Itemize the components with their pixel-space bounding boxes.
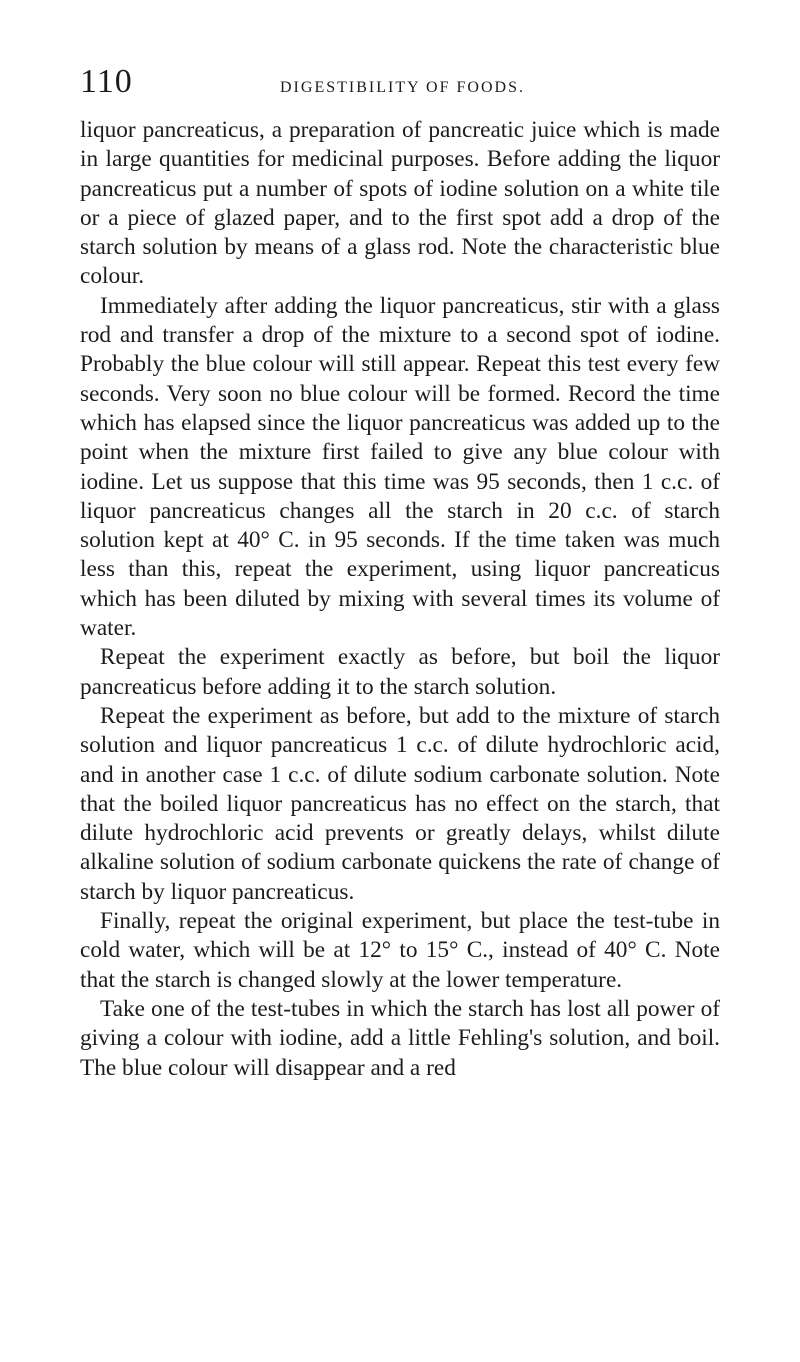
paragraph: Finally, repeat the original experiment, but place the test-tube in cold water, which will be at 12° to 15° C., instead of 40° C. Note that the starch is changed slowly at the lower temperature. [80, 908, 720, 993]
paragraph-continued: liquor pancreaticus, a preparation of pancreatic juice which is made in large quantities for medicinal purposes. Before adding the liquor pancreaticus put a number of spots of iodine solution on a white tile or a piece of glazed paper, and to the first spot add a drop of the starch solution by means of a glass rod. Note the characteristic blue colour. [80, 117, 720, 290]
page-header [80, 62, 720, 108]
book-page [80, 62, 720, 1083]
paragraph: Repeat the experiment as before, but add to the mixture of starch solution and liquor pancreaticus 1 c.c. of dilute hydrochloric acid, and in another case 1 c.c. of dilute sodium carbonate solution. Note that the boiled liquor pancreaticus has no effect on the starch, that dilute hydrochloric acid prevents or greatly delays, whilst dilute alkaline solution of sodium carbonate quickens the rate of change of starch by liquor pancreaticus. [80, 702, 720, 905]
running-head: DIGESTIBILITY OF FOODS. [280, 79, 525, 96]
paragraph: Take one of the test-tubes in which the starch has lost all power of giving a colour with iodine, add a little Fehling's solution, and boil. The blue colour will disappear and a red [80, 995, 720, 1081]
paragraph: Immediately after adding the liquor pancreaticus, stir with a glass rod and transfer a drop of the mixture to a second spot of iodine. Probably the blue colour will still appear. Repeat this test every few seconds. Very soon no blue colour will be formed. Record the time which has elapsed since the liquor pancreaticus was added up to the point when the mixture first failed to give any blue colour with iodine. Let us suppose that this time was 95 seconds, then 1 c.c. of liquor pancreaticus changes all the starch in 20 c.c. of starch solution kept at 40° C. in 95 seconds. If the time taken was much less than this, repeat the experiment, using liquor pancreaticus which has been diluted by mixing with several times its volume of water. [80, 292, 720, 642]
body-text [80, 116, 720, 1083]
paragraph: Repeat the experiment exactly as before, but boil the liquor pancreaticus before adding it to the starch solution. [80, 644, 720, 700]
page-number: 110 [80, 63, 133, 100]
